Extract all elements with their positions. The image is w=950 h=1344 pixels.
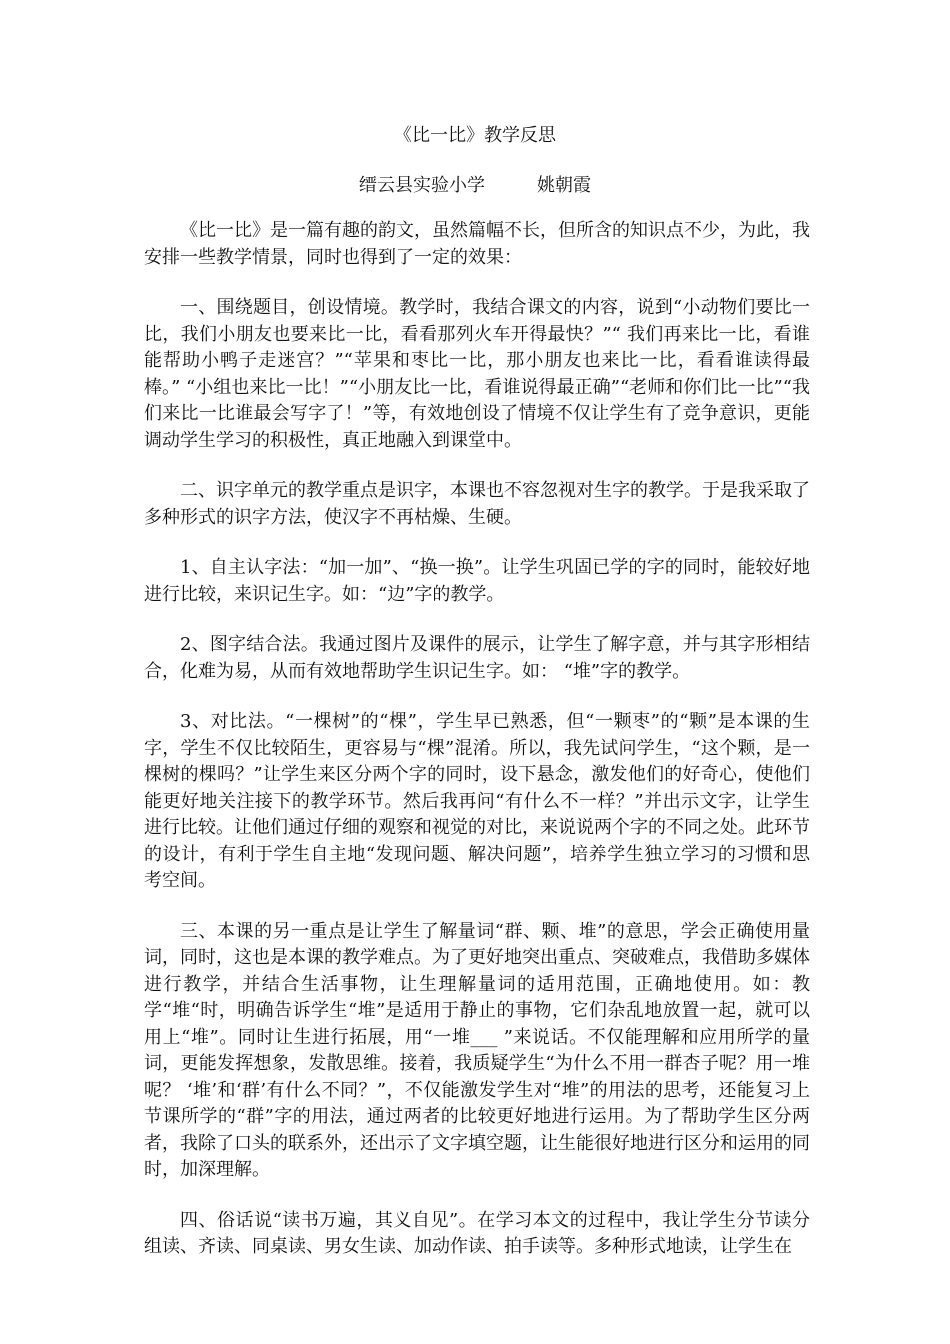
paragraph-section-3: 三、本课的另一重点是让学生了解量词“群、颗、堆”的意思，学会正确使用量词，同时，这也是本课的教学难点。为了更好地突出重点、突破难点，我借助多媒体进行教学，并结合生活事物，让生理解量词的适用范围，正确地使用。如：教学“堆“时，明确告诉学生“堆”是适用于静止的事物，它们杂乱地放置一起，就可以用上“堆”。同时让生进行拓展，用“一堆___ ”来说话。不仅能理解和应用所学的量词，更能发挥想象，发散思维。接着，我质疑学生“为什么不用一群杏子呢？用一堆呢？ ‘堆’和‘群’有什么不同？”，不仅能激发学生对“堆”的用法的思考，还能复习上节课所学的“群”字的用法，通过两者的比较更好地进行运用。为了帮助学生区分两者，我除了口头的联系外，还出示了文字填空题，让生能很好地进行区分和运用的同时，加深理解。 (144, 920, 810, 1180)
document-body (144, 218, 810, 1285)
author-name: 姚朝霞 (537, 175, 591, 196)
paragraph-method-3: 3、对比法。“一棵树”的“棵”，学生早已熟悉，但“一颗枣”的“颗”是本课的生字，学生不仅比较陌生，更容易与“棵”混淆。所以，我先试问学生，“这个颗，是一棵树的棵吗？”让学生来区分两个字的同时，设下悬念，激发他们的好奇心，使他们能更好地关注接下的教学环节。然后我再问“有什么不一样？”并出示文字，让学生进行比较。让他们通过仔细的观察和视觉的对比，来说说两个字的不同之处。此环节的设计，有利于学生自主地“发现问题、解决问题”，培养学生独立学习的习惯和思考空间。 (144, 711, 810, 891)
paragraph-section-1: 一、围绕题目，创设情境。教学时，我结合课文的内容，说到“小动物们要比一比，我们小朋友也要来比一比，看看那列火车开得最快？”“ 我们再来比一比，看谁能帮助小鸭子走迷宫？”“苹果和枣比一比，那小朋友也来比一比，看看谁读得最棒。” “小组也来比一比！”“小朋友比一比，看谁说得最正确”“老师和你们比一比”“我们来比一比谁最会写字了！”等，有效地创设了情境不仅让学生有了竞争意识，更能调动学生学习的积极性，真正地融入到课堂中。 (144, 297, 810, 451)
paragraph-method-1: 1、自主认字法：“加一加”、“换一换”。让学生巩固已学的字的同时，能较好地进行比较，来识记生字。如：“边”字的教学。 (144, 557, 810, 605)
school-name: 缙云县实验小学 (359, 175, 485, 196)
paragraph-method-2: 2、图字结合法。我通过图片及课件的展示，让学生了解字意，并与其字形相结合，化难为易，从而有效地帮助学生识记生字。如： “堆”字的教学。 (144, 634, 810, 682)
document-title: 《比一比》教学反思 (394, 125, 556, 146)
paragraph-intro: 《比一比》是一篇有趣的韵文，虽然篇幅不长，但所含的知识点不少，为此，我安排一些教学情景，同时也得到了一定的效果： (144, 220, 810, 268)
paragraph-section-2: 二、识字单元的教学重点是识字，本课也不容忽视对生字的教学。于是我采取了多种形式的识字方法，使汉字不再枯燥、生硬。 (144, 480, 810, 528)
paragraph-section-4: 四、俗话说“读书万遍，其义自见”。在学习本文的过程中，我让学生分节读分组读、齐读、同桌读、男女生读、加动作读、拍手读等。多种形式地读，让学生在 (144, 1209, 810, 1257)
byline (0, 174, 950, 198)
